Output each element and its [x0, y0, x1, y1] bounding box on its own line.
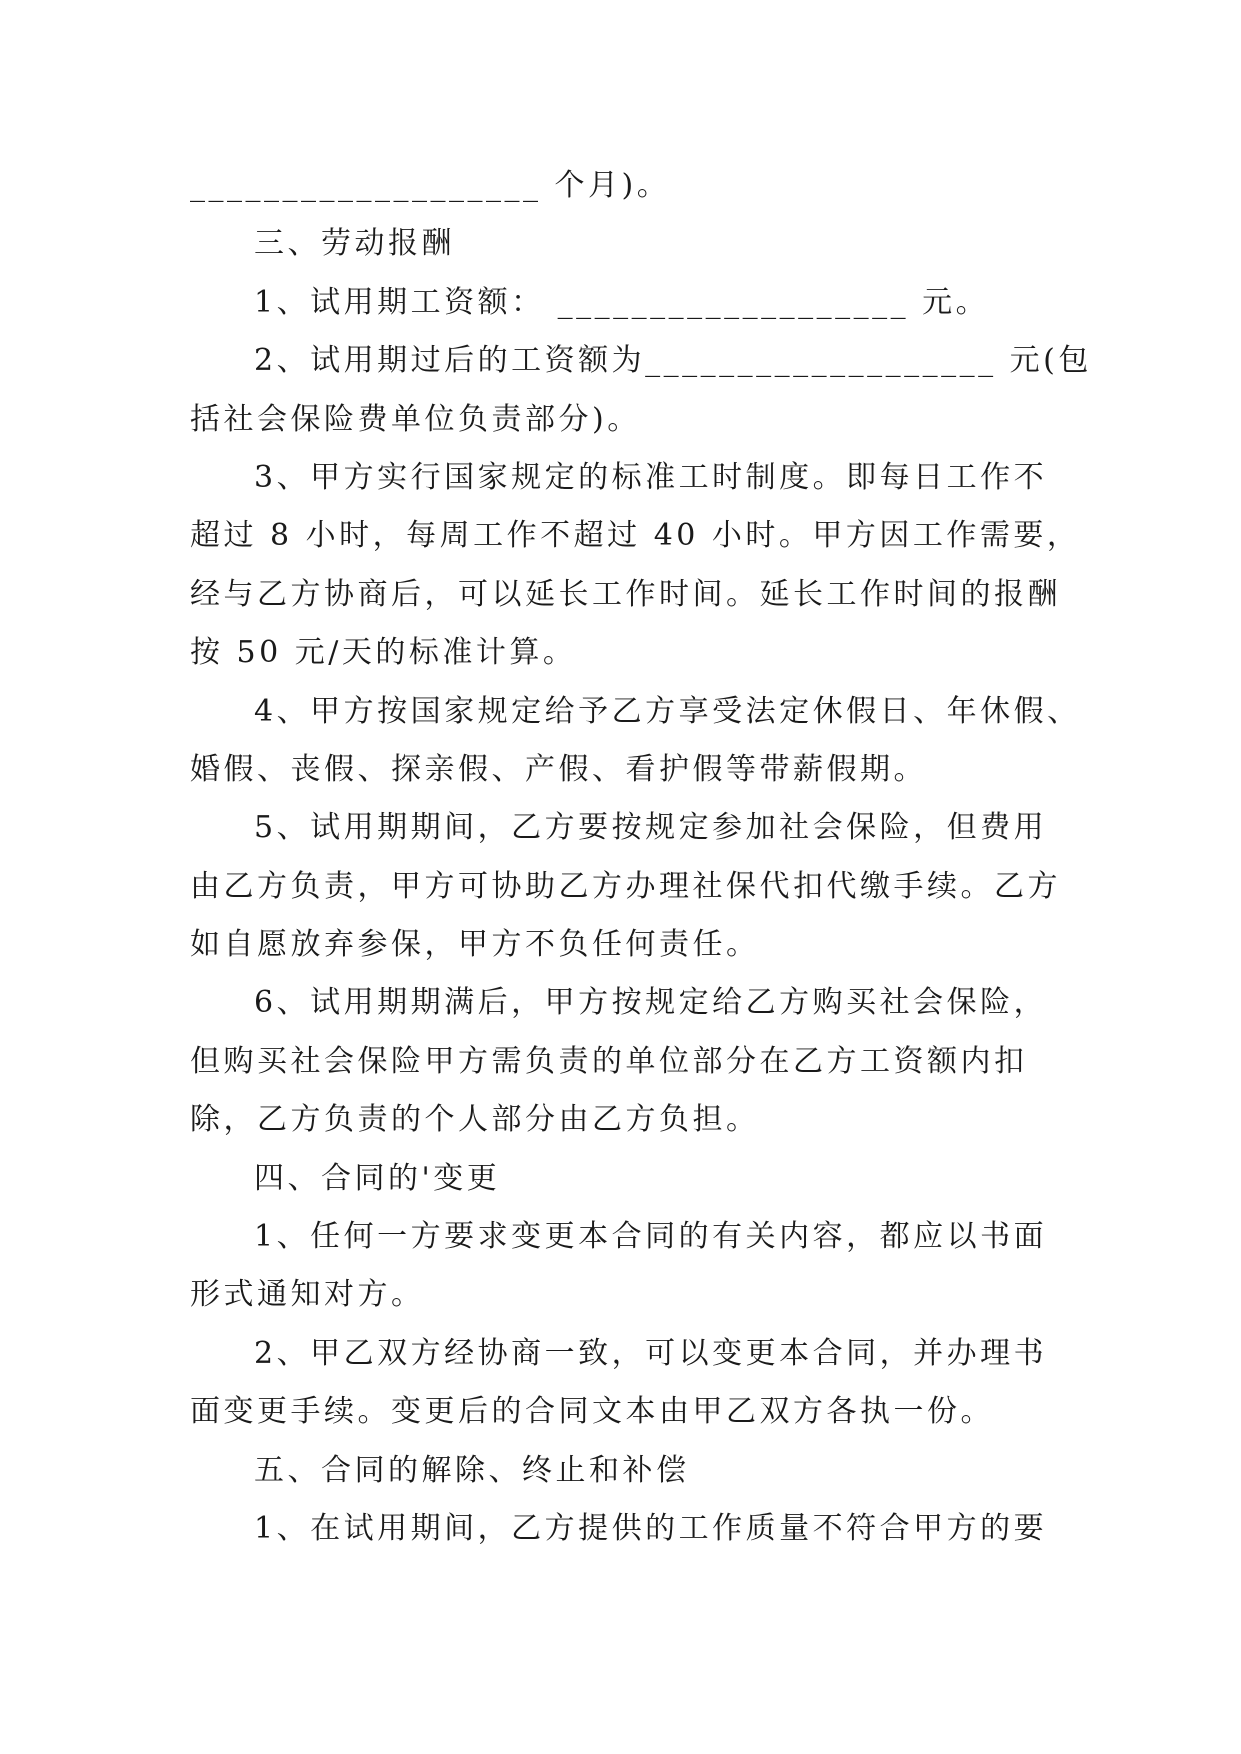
text-line: 括社会保险费单位负责部分)。 [190, 401, 641, 437]
section-heading: 四、合同的'变更 [254, 1160, 501, 1196]
text-line: 1、任何一方要求变更本合同的有关内容，都应以书面 [254, 1219, 1048, 1255]
text-line: 1、试用期工资额： ___________________ 元。 [254, 284, 990, 320]
text-line: 但购买社会保险甲方需负责的单位部分在乙方工资额内扣 [190, 1043, 1028, 1079]
text-line: 超过 8 小时，每周工作不超过 40 小时。甲方因工作需要， [190, 518, 1081, 554]
text-line: 3、甲方实行国家规定的标准工时制度。即每日工作不 [254, 459, 1048, 495]
text-line: 面变更手续。变更后的合同文本由甲乙双方各执一份。 [190, 1394, 994, 1430]
text-line: 5、试用期期间，乙方要按规定参加社会保险，但费用 [254, 810, 1048, 846]
section-heading: 三、劳动报酬 [254, 226, 455, 262]
text-line: 1、在试用期间，乙方提供的工作质量不符合甲方的要 [254, 1510, 1048, 1546]
text-line: 6、试用期期满后，甲方按规定给乙方购买社会保险， [254, 985, 1048, 1021]
text-line: 由乙方负责，甲方可协助乙方办理社保代扣代缴手续。乙方 [190, 868, 1061, 904]
text-line: 除，乙方负责的个人部分由乙方负担。 [190, 1102, 760, 1138]
text-line: 婚假、丧假、探亲假、产假、看护假等带薪假期。 [190, 751, 927, 787]
text-line: 形式通知对方。 [190, 1277, 425, 1313]
document-body [190, 157, 1092, 1558]
text-line: ___________________ 个月)。 [190, 168, 671, 203]
text-line: 2、试用期过后的工资额为___________________ 元(包 [254, 343, 1092, 379]
text-line: 经与乙方协商后，可以延长工作时间。延长工作时间的报酬 [190, 576, 1061, 612]
text-line: 2、甲乙双方经协商一致，可以变更本合同，并办理书 [254, 1335, 1048, 1371]
text-line: 如自愿放弃参保，甲方不负任何责任。 [190, 927, 760, 963]
text-line: 4、甲方按国家规定给予乙方享受法定休假日、年休假、 [254, 693, 1081, 729]
section-heading: 五、合同的解除、终止和补偿 [254, 1452, 690, 1488]
text-line: 按 50 元/天的标准计算。 [190, 635, 577, 671]
